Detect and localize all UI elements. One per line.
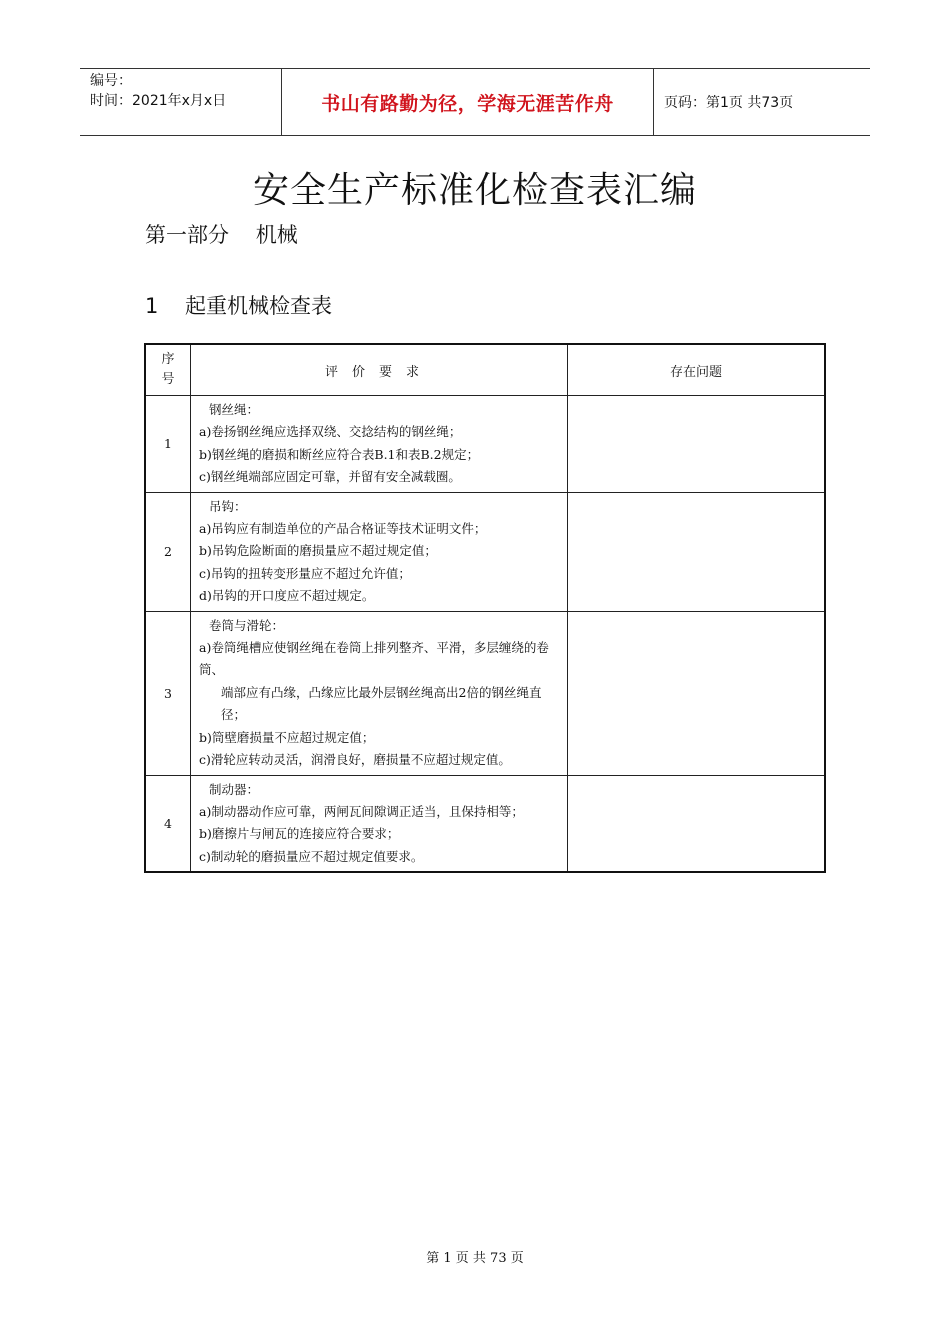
requirement-cell	[191, 775, 568, 872]
requirement-item: b)吊钩危险断面的磨损量应不超过规定值；	[199, 543, 437, 559]
issue-cell[interactable]	[568, 396, 826, 493]
column-header-no: 序号	[145, 344, 191, 396]
table-row	[145, 775, 825, 872]
requirement-item: a)卷扬钢丝绳应选择双绕、交捻结构的钢丝绳；	[199, 424, 462, 440]
requirement-item: a)卷筒绳槽应使钢丝绳在卷筒上排列整齐、平滑，多层缠绕的卷筒、	[199, 640, 549, 678]
part-heading: 第一部分 机械	[145, 223, 298, 247]
row-number: 2	[145, 492, 191, 611]
row-number: 3	[145, 611, 191, 775]
requirement-item: c)钢丝绳端部应固定可靠，并留有安全减载圈。	[199, 469, 461, 485]
issue-cell[interactable]	[568, 611, 826, 775]
requirement-item: b)筒壁磨损量不应超过规定值；	[199, 729, 375, 745]
document-title: 安全生产标准化检查表汇编	[252, 170, 697, 211]
table-body	[145, 396, 825, 873]
requirement-item: a)制动器动作应可靠，两闸瓦间隙调正适当，且保持相等；	[199, 803, 524, 819]
table-row	[145, 611, 825, 775]
requirement-heading: 钢丝绳：	[209, 402, 260, 417]
requirement-item: c)制动轮的磨损量应不超过规定值要求。	[199, 848, 424, 864]
requirement-item: 端部应有凸缘，凸缘应比最外层钢丝绳高出2倍的钢丝绳直径；	[221, 684, 542, 723]
section-heading: 1 起重机械检查表	[145, 294, 333, 318]
header-page-info-cell	[654, 69, 870, 135]
header-meta	[80, 69, 282, 135]
requirement-item: c)吊钩的扭转变形量应不超过允许值；	[199, 565, 411, 581]
requirement-item: c)滑轮应转动灵活，润滑良好，磨损量不应超过规定值。	[199, 752, 511, 768]
requirement-cell	[191, 396, 568, 493]
issue-cell[interactable]	[568, 775, 826, 872]
table-row	[145, 396, 825, 493]
inspection-table	[144, 343, 826, 873]
requirement-item: d)吊钩的开口度应不超过规定。	[199, 588, 375, 604]
requirement-item: a)吊钩应有制造单位的产品合格证等技术证明文件；	[199, 521, 487, 537]
column-header-requirement: 评价要求	[191, 344, 568, 396]
requirement-heading: 吊钩：	[209, 498, 247, 514]
header-motto-cell	[282, 69, 654, 135]
document-number-label: 编号：	[90, 73, 132, 89]
page-header	[80, 68, 870, 136]
requirement-heading: 制动器：	[209, 781, 260, 797]
page-footer: 第 1 页 共 73 页	[426, 1251, 524, 1266]
document-date: 时间：2021年x月x日	[90, 93, 227, 109]
requirement-cell	[191, 611, 568, 775]
table-header-row	[145, 344, 825, 396]
row-number: 1	[145, 396, 191, 493]
header-motto: 书山有路勤为径，学海无涯苦作舟	[321, 92, 614, 115]
requirement-heading: 卷筒与滑轮：	[209, 617, 285, 633]
table-row	[145, 492, 825, 611]
requirement-cell	[191, 492, 568, 611]
column-header-issue: 存在问题	[568, 344, 826, 396]
requirement-item: b)磨擦片与闸瓦的连接应符合要求；	[199, 826, 400, 842]
header-page-info: 页码：第1页 共73页	[664, 95, 794, 111]
row-number: 4	[145, 775, 191, 872]
issue-cell[interactable]	[568, 492, 826, 611]
requirement-item: b)钢丝绳的磨损和断丝应符合表B.1和表B.2规定；	[199, 446, 480, 462]
